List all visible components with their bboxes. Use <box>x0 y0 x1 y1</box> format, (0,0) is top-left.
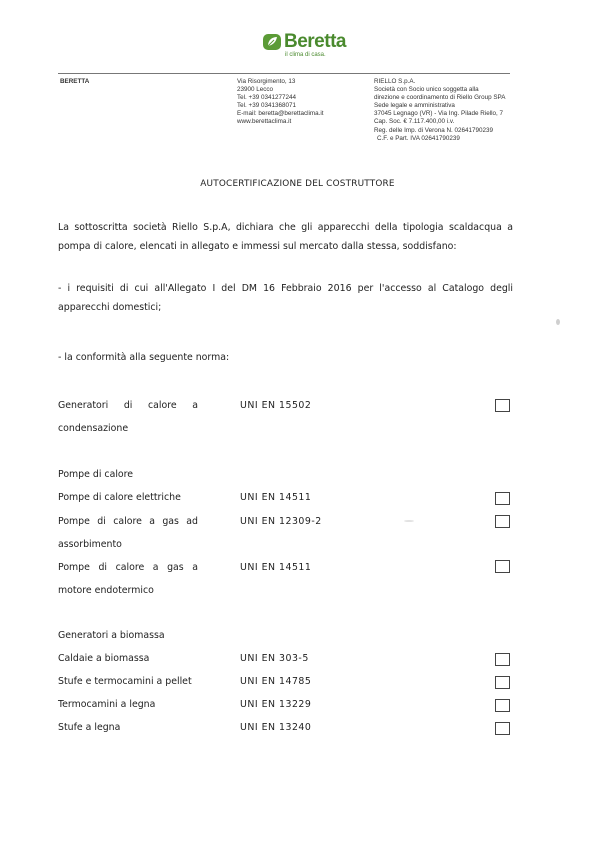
header-divider <box>58 73 510 74</box>
checkbox[interactable] <box>495 676 510 689</box>
norm-label: UNI EN 15502 <box>240 400 312 411</box>
requirement-paragraph: - i requisiti di cui all'Allegato I del DM 16 Febbraio 2016 per l'accesso al Catalogo degli apparecchi domestici; <box>58 283 513 313</box>
norm-label: UNI EN 14511 <box>240 562 312 573</box>
company-line: 37045 Legnago (VR) - Via Ing. Pilade Riello, 7 <box>374 110 504 118</box>
norm-label: UNI EN 303-5 <box>240 653 309 664</box>
appliance-label: Pompe di calore a gas a motore endotermico <box>58 562 198 596</box>
company-line: Reg. delle Imp. di Verona N. 02641790239 <box>374 126 494 134</box>
norm-label: UNI EN 13229 <box>240 699 312 710</box>
norm-label: UNI EN 14785 <box>240 676 312 687</box>
address-website: www.berettaclima.it <box>237 118 292 126</box>
appliance-label: Pompe di calore elettriche <box>58 492 181 503</box>
company-line: Sede legale e amministrativa <box>374 102 455 110</box>
norm-label: UNI EN 14511 <box>240 492 312 503</box>
checkbox[interactable] <box>495 722 510 735</box>
appliance-label: Stufe e termocamini a pellet <box>58 676 192 687</box>
checkbox[interactable] <box>495 492 510 505</box>
company-line: direzione e coordinamento di Riello Group SPA <box>374 94 506 102</box>
conformity-paragraph: - la conformità alla seguente norma: <box>58 352 230 363</box>
address-line: Tel. +39 0341368071 <box>237 102 296 110</box>
address-email: E-mail: beretta@berettaclima.it <box>237 110 324 118</box>
checkbox[interactable] <box>495 653 510 666</box>
appliance-label: Pompe di calore a gas ad assorbimento <box>58 516 198 550</box>
header-address <box>237 78 324 127</box>
appliance-label: Caldaie a biomassa <box>58 653 150 664</box>
beretta-leaf-icon <box>262 33 282 51</box>
checkbox[interactable] <box>495 560 510 573</box>
logo-name: Beretta <box>284 31 346 52</box>
address-line: 23900 Lecco <box>237 86 274 94</box>
appliance-label: Generatori di calore a condensazione <box>58 400 198 434</box>
company-line: Società con Socio unico soggetta alla <box>374 86 479 94</box>
company-line: RIELLO S.p.A. <box>374 78 416 85</box>
address-line: Tel. +39 0341277244 <box>237 94 296 102</box>
section-heading: Generatori a biomassa <box>58 630 165 641</box>
document-title: AUTOCERTIFICAZIONE DEL COSTRUTTORE <box>200 179 395 189</box>
checkbox[interactable] <box>495 515 510 528</box>
scan-speck <box>556 319 560 325</box>
header-company <box>374 78 506 143</box>
company-line: Cap. Soc. € 7.117.400,00 i.v. <box>374 118 455 126</box>
logo-tagline: il clima di casa. <box>285 52 326 58</box>
appliance-label: Stufe a legna <box>58 722 121 733</box>
appliance-label: Termocamini a legna <box>58 699 156 710</box>
checkbox[interactable] <box>495 699 510 712</box>
company-line: C.F. e Part. IVA 02641790239 <box>377 134 460 142</box>
intro-paragraph: La sottoscritta società Riello S.p.A, dichiara che gli apparecchi della tipologia scaldacqua a pompa di calore, elencati in allegato e immessi sul mercato dalla stessa, soddisfano: <box>58 222 513 252</box>
header-brand: BERETTA <box>60 78 90 85</box>
beretta-logo <box>262 31 352 63</box>
checkbox[interactable] <box>495 399 510 412</box>
scan-speck <box>404 520 414 522</box>
section-heading: Pompe di calore <box>58 469 134 480</box>
norm-label: UNI EN 13240 <box>240 722 312 733</box>
address-line: Via Risorgimento, 13 <box>237 78 296 85</box>
norm-label: UNI EN 12309-2 <box>240 516 322 527</box>
